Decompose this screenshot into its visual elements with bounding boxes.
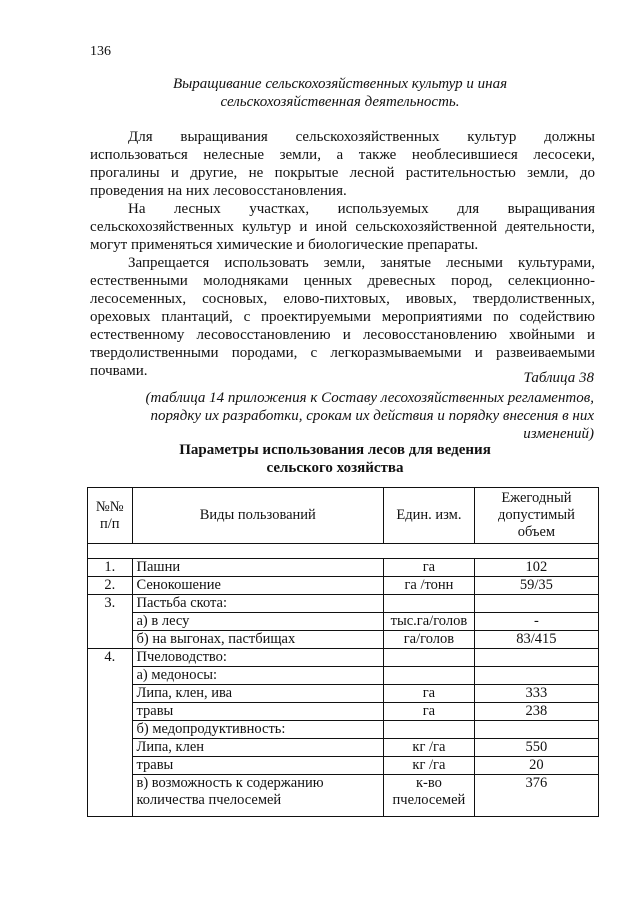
row-usage-type: а) медоносы: (132, 667, 384, 685)
row-unit (384, 667, 475, 685)
section-heading: Выращивание сельскохозяйственных культур и иная сельскохозяйственная деятельность. (172, 76, 508, 110)
row-number: 2. (88, 577, 133, 595)
spacer-row (88, 544, 599, 559)
row-number: 3. (88, 595, 133, 649)
table-row (88, 613, 599, 631)
row-usage-type: б) на выгонах, пастбищах (132, 631, 384, 649)
row-usage-type: а) в лесу (132, 613, 384, 631)
row-usage-type: Липа, клен, ива (132, 685, 384, 703)
row-usage-type: Пчеловодство: (132, 649, 384, 667)
row-usage-type: Сенокошение (132, 577, 384, 595)
header-usage-type: Виды пользований (132, 488, 384, 544)
row-unit (384, 649, 475, 667)
row-number: 1. (88, 559, 133, 577)
table-row (88, 559, 599, 577)
table-row (88, 667, 599, 685)
row-volume: 102 (474, 559, 598, 577)
table-row (88, 775, 599, 817)
row-volume: 238 (474, 703, 598, 721)
row-unit: га (384, 703, 475, 721)
row-volume: 550 (474, 739, 598, 757)
body-text (90, 128, 595, 380)
header-annual-volume: Ежегодный допустимый объем (474, 488, 598, 544)
spacer-cell (88, 544, 599, 559)
paragraph-2: На лесных участках, используемых для выращивания сельскохозяйственных культур и иной сельскохозяйственной деятельности, могут применяться химические и биологические препараты. (90, 201, 595, 253)
table-number: Таблица 38 (523, 370, 594, 386)
paragraph-1: Для выращивания сельскохозяйственных культур должны использоваться нелесные земли, а также необлесившиеся лесосеки, прогалины и другие, не покрытые лесной растительностью земли, до проведения на них лесовосстановления. (90, 129, 595, 199)
parameters-table (87, 487, 599, 817)
table-header-row (88, 488, 599, 544)
row-usage-type: Пашни (132, 559, 384, 577)
paragraph-3: Запрещается использовать земли, занятые лесными культурами, естественными молодняками ценных древесных пород, селекционно-лесосеменных, сосновых, елово-пихтовых, ивовых, твердолиственных, ореховых плантаций, с проектируемыми мероприятиями по содействию естественному лесовосстановлению и лесовосстановлению хвойными и твердолиственными породами, с легкоразмываемыми и развеиваемыми почвами. (90, 255, 595, 379)
row-volume: 20 (474, 757, 598, 775)
row-unit: га/голов (384, 631, 475, 649)
table-reference: (таблица 14 приложения к Составу лесохозяйственных регламентов, порядку их разработки, срокам их действия и порядку внесения в них изменений) (145, 390, 594, 442)
row-unit: га (384, 559, 475, 577)
row-unit (384, 721, 475, 739)
row-volume: 59/35 (474, 577, 598, 595)
table-row (88, 739, 599, 757)
table-row (88, 631, 599, 649)
row-usage-type: травы (132, 703, 384, 721)
header-unit: Един. изм. (384, 488, 475, 544)
row-volume (474, 667, 598, 685)
header-number: №№ п/п (88, 488, 133, 544)
table-row (88, 685, 599, 703)
table-row (88, 721, 599, 739)
page-number: 136 (90, 44, 111, 59)
row-volume (474, 595, 598, 613)
row-unit: тыс.га/голов (384, 613, 475, 631)
table-row (88, 649, 599, 667)
row-unit: га (384, 685, 475, 703)
row-volume: 333 (474, 685, 598, 703)
row-usage-type: б) медопродуктивность: (132, 721, 384, 739)
row-volume: 83/415 (474, 631, 598, 649)
row-volume: - (474, 613, 598, 631)
table-row (88, 595, 599, 613)
table-row (88, 703, 599, 721)
row-unit: кг /га (384, 739, 475, 757)
row-usage-type: в) возможность к содержанию количества пчелосемей (132, 775, 384, 817)
row-volume: 376 (474, 775, 598, 817)
row-number: 4. (88, 649, 133, 817)
row-usage-type: Липа, клен (132, 739, 384, 757)
row-usage-type: травы (132, 757, 384, 775)
row-volume (474, 721, 598, 739)
table-title: Параметры использования лесов для ведения сельского хозяйства (179, 442, 491, 476)
row-unit: к-во пчелосемей (384, 775, 475, 817)
row-volume (474, 649, 598, 667)
row-usage-type: Пастьба скота: (132, 595, 384, 613)
row-unit: кг /га (384, 757, 475, 775)
table-row (88, 757, 599, 775)
table-row (88, 577, 599, 595)
row-unit (384, 595, 475, 613)
row-unit: га /тонн (384, 577, 475, 595)
